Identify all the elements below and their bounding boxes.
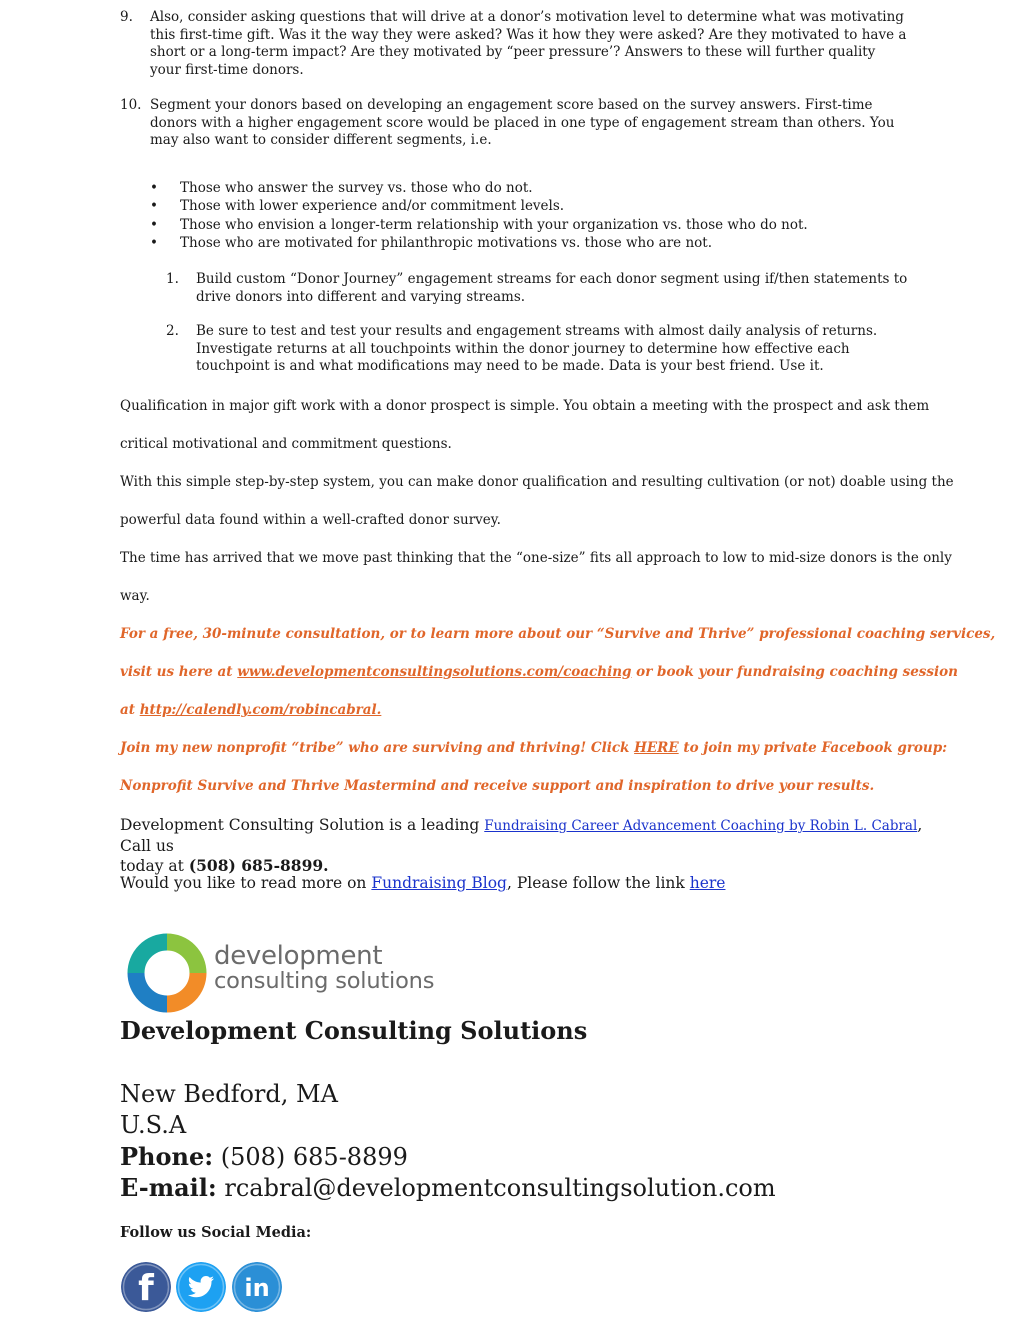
paragraph: powerful data found within a well-crafted donor survey. [120, 512, 501, 528]
phone-number: (508) 685-8899. [188, 856, 329, 875]
coaching-service-link[interactable]: Fundraising Career Advancement Coaching by Robin L. Cabral [484, 818, 918, 834]
segment-bullet-list [150, 179, 910, 253]
promo-line: at http://calendly.com/robincabral. [120, 702, 382, 718]
contact-paragraph: Development Consulting Solution is a leading Fundraising Career Advancement Coaching by Robin L. Cabral, Call us today at (508) 685-8899. [120, 816, 923, 875]
bullet-item: • Those who are motivated for philanthropic motivations vs. those who are not. [150, 235, 712, 252]
list-number: 10. [120, 97, 142, 113]
list-number: 2. [166, 323, 179, 339]
logo-text: consulting solutions [214, 968, 435, 994]
svg-text:in: in [244, 1274, 270, 1302]
bullet-dot: • [150, 198, 158, 215]
calendly-link[interactable]: http://calendly.com/robincabral. [139, 702, 382, 718]
address-city: New Bedford, MA [120, 1080, 338, 1108]
phone-line: Phone: (508) 685-8899 [120, 1142, 408, 1171]
logo-text: development [214, 941, 383, 971]
promo-line: visit us here at www.developmentconsultingsolutions.com/coaching or book your fundraising coaching session [120, 664, 958, 680]
here-link[interactable]: here [689, 874, 726, 892]
paragraph: Qualification in major gift work with a donor prospect is simple. You obtain a meeting with the prospect and ask them [120, 398, 930, 414]
paragraph: critical motivational and commitment questions. [120, 436, 452, 452]
bullet-dot: • [150, 180, 158, 196]
bullet-item: • Those with lower experience and/or commitment levels. [150, 198, 565, 215]
paragraph: The time has arrived that we move past thinking that the “one-size” fits all approach to low to mid-size donors is the only [120, 550, 952, 566]
bullet-dot: • [150, 216, 158, 233]
blog-paragraph: Would you like to read more on Fundraising Blog, Please follow the link here [120, 874, 726, 892]
list-text: Also, consider asking questions that will drive at a donor’s motivation level to determine what was motivating this first-time gift. Was it the way they were asked? Was it how they were asked? Are they motivated to have a short or a long-term impact? Are they motivated by “peer pressure’? Answers to these will further quality your first-time donors. [150, 9, 907, 78]
logo-ring-icon [124, 930, 210, 1016]
paragraph: With this simple step-by-step system, you can make donor qualification and resulting cultivation (or not) doable using the [120, 474, 954, 490]
facebook-group-link[interactable]: HERE [634, 740, 679, 756]
facebook-icon[interactable] [121, 1262, 171, 1312]
twitter-icon[interactable] [176, 1262, 226, 1312]
list-text: Segment your donors based on developing an engagement score based on the survey answers. First-time donors with a higher engagement score would be placed in one type of engagement stream than others. You may also want to consider different segments, i.e. [150, 97, 895, 149]
fundraising-blog-link[interactable]: Fundraising Blog [371, 874, 507, 892]
linkedin-icon[interactable] [232, 1262, 282, 1312]
coaching-link[interactable]: www.developmentconsultingsolutions.com/coaching [237, 664, 632, 680]
paragraph: way. [120, 588, 150, 604]
bullet-item: • Those who envision a longer-term relationship with your organization vs. those who do not. [150, 216, 808, 233]
promo-line: Join my new nonprofit “tribe” who are surviving and thriving! Click HERE to join my private Facebook group: [120, 740, 948, 756]
bullet-dot: • [150, 235, 158, 252]
list-text: Be sure to test and test your results and engagement streams with almost daily analysis of returns. Investigate returns at all touchpoints within the donor journey to determine how effective each touchpoint is and what modifications may need to be made. Data is your best friend. Use it. [196, 323, 878, 375]
bullet-item: • Those who answer the survey vs. those who do not. [150, 180, 533, 196]
address-country: U.S.A [120, 1111, 187, 1139]
list-text: Build custom “Donor Journey” engagement streams for each donor segment using if/then statements to drive donors into different and varying streams. [196, 271, 908, 305]
email-line: E-mail: rcabral@developmentconsultingsolution.com [120, 1173, 776, 1202]
follow-heading: Follow us Social Media: [120, 1224, 312, 1241]
company-name: Development Consulting Solutions [120, 1016, 588, 1045]
list-number: 9. [120, 9, 133, 25]
company-logo [124, 928, 469, 1018]
promo-line: Nonprofit Survive and Thrive Mastermind and receive support and inspiration to drive your results. [120, 778, 875, 794]
promo-line: For a free, 30-minute consultation, or to learn more about our “Survive and Thrive” professional coaching services, [120, 626, 996, 642]
svg-text:f: f [138, 1268, 154, 1309]
list-number: 1. [166, 271, 179, 287]
